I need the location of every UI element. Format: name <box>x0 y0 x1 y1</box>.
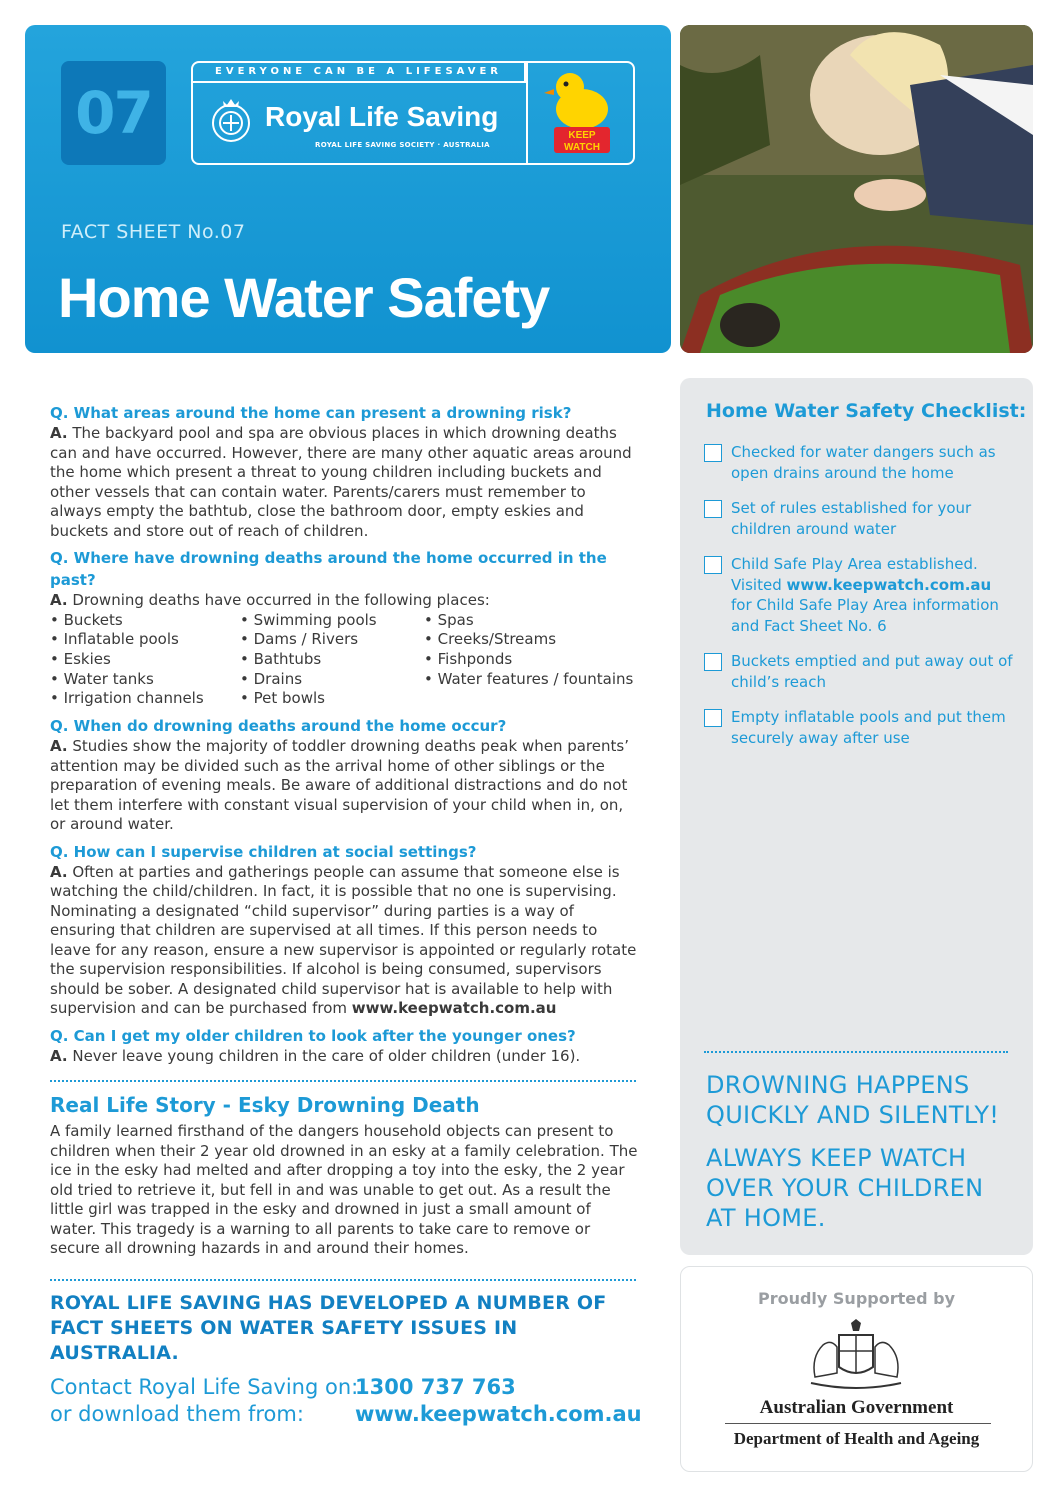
supporter-box <box>680 1266 1033 1472</box>
list-item: • Eskies <box>50 649 111 668</box>
answer-text: Studies show the majority of toddler drowning deaths peak when parents’ attention may be divided such as the arrival home of other siblings or the preparation of evening meals. Be aware of additional distractions and do not let them interfere with constant visual supervision of your child when in, on, or around water. <box>50 737 629 834</box>
answer-text: The backyard pool and spa are obvious places in which drowning deaths can and have occurred. However, there are many other aquatic areas around the home which present a threat to young children including buckets and other vessels that can contain water. Parents/carers must remember to always empty the bathtub, close the bathroom door, empty eskies and buckets and store out of reach of children. <box>50 424 632 540</box>
checklist-item-text: Buckets emptied and put away out of child’s reach <box>731 652 1013 691</box>
checklist-item <box>704 707 1014 748</box>
checklist-item-text: Checked for water dangers such as open drains around the home <box>731 443 996 482</box>
list-item: • Fishponds <box>424 649 513 668</box>
question: Q. When do drowning deaths around the home occur? <box>50 717 507 736</box>
main-content <box>50 398 640 1428</box>
list-item: • Creeks/Streams <box>424 630 557 649</box>
answer-text: Drowning deaths have occurred in the following places: <box>67 591 490 609</box>
list-item: • Swimming pools <box>240 610 377 629</box>
list-item: • Dams / Rivers <box>240 630 359 649</box>
answer-lead: A. <box>50 424 68 442</box>
question: Q. What areas around the home can present a drowning risk? <box>50 404 572 422</box>
header-banner <box>25 25 671 353</box>
checklist-item-text: Empty inflatable pools and put them securely away after use <box>731 708 1006 747</box>
list-item: • Buckets <box>50 610 123 629</box>
download-label: or download them from: <box>50 1401 304 1426</box>
qa-block <box>50 715 640 835</box>
qa-block <box>50 841 640 1019</box>
checkbox[interactable] <box>704 653 722 671</box>
list-item: • Inflatable pools <box>50 630 179 649</box>
divider <box>50 1279 636 1281</box>
org-subtitle: ROYAL LIFE SAVING SOCIETY · AUSTRALIA <box>315 141 490 149</box>
coat-of-arms-icon <box>801 1317 911 1393</box>
checklist-item <box>704 651 1014 692</box>
keepwatch-link[interactable]: www.keepwatch.com.au <box>786 575 992 594</box>
checklist-item-text: Set of rules established for your children around water <box>731 499 972 538</box>
answer-text: Often at parties and gatherings people can assume that someone else is watching the child/children. In fact, it is possible that no one is supervising. Nominating a designated “child supervisor” during parties is a way of ensuring that children are supervised at all times. If this person needs to leave for any reason, ensure a new supervisor is appointed or regularly rotate the supervision responsibilities. If alcohol is being consumed, supervisors should be sober. A designated child supervisor hat is available to help with supervision and can be purchased from <box>50 862 637 1018</box>
answer-lead: A. <box>50 591 68 609</box>
checklist-text-part: Child Safe Play Area established. Visited <box>731 555 978 594</box>
fact-sheet-label: FACT SHEET No.07 <box>61 221 246 243</box>
warning-line: DROWNING HAPPENS <box>706 1071 970 1099</box>
checklist-item <box>704 442 1014 483</box>
checklist <box>704 442 1014 763</box>
cta-line: FACT SHEETS ON WATER SAFETY ISSUES IN AUSTRALIA. <box>50 1316 518 1364</box>
keep-watch-duck-logo <box>536 65 628 161</box>
svg-text:KEEP: KEEP <box>568 130 596 141</box>
answer <box>50 591 640 611</box>
list-item: • Water tanks <box>50 669 154 688</box>
qa-block <box>50 547 640 709</box>
list-item: • Spas <box>424 610 474 629</box>
divider <box>50 1080 636 1082</box>
story-text: A family learned firsthand of the dangers household objects can present to children when their 2 year old drowned in an esky at a family celebration. The ice in the esky had melted and after dropping a toy into the esky, the 2 year old tried to retrieve it, but fell in and was unable to get out. As a result the little girl was trapped in the esky and drowned in just a small amount of water. This tragedy is a warning to all parents to take care to remove or secure all drowning hazards in and around their homes. <box>50 1122 638 1258</box>
tagline: EVERYONE CAN BE A LIFESAVER <box>193 63 526 83</box>
checklist-title: Home Water Safety Checklist: <box>706 400 1027 422</box>
child-at-water-pot-photo <box>680 25 1033 353</box>
crest-icon <box>209 95 253 145</box>
divider <box>725 1423 991 1424</box>
places-list <box>50 611 640 710</box>
list-item: • Irrigation channels <box>50 689 204 708</box>
question: Q. How can I supervise children at social settings? <box>50 842 477 861</box>
checklist-item <box>704 554 1014 636</box>
answer <box>50 863 640 1019</box>
answer-lead: A. <box>50 862 68 881</box>
warning-line: ALWAYS KEEP WATCH <box>706 1144 967 1172</box>
checkbox[interactable] <box>704 444 722 462</box>
cta-line: ROYAL LIFE SAVING HAS DEVELOPED A NUMBER OF <box>50 1291 607 1314</box>
contact-info <box>50 1374 640 1428</box>
org-name: Royal Life Saving <box>265 101 499 132</box>
story-title: Real Life Story - Esky Drowning Death <box>50 1093 480 1118</box>
divider <box>704 1051 1008 1053</box>
checklist-text-part: for Child Safe Play Area information and Fact Sheet No. 6 <box>731 596 999 635</box>
sheet-number: 07 <box>61 61 166 165</box>
list-item: • Water features / fountains <box>424 669 634 688</box>
department-name: Department of Health and Ageing <box>733 1429 980 1448</box>
list-item: • Bathtubs <box>240 649 322 668</box>
qa-block <box>50 1025 640 1067</box>
website-link[interactable]: www.keepwatch.com.au <box>355 1401 642 1426</box>
logo-divider <box>526 63 528 163</box>
answer-lead: A. <box>50 1046 68 1065</box>
answer-text: Never leave young children in the care of older children (under 16). <box>67 1046 581 1065</box>
list-item <box>424 689 634 709</box>
qa-block <box>50 402 640 541</box>
warning-line: AT HOME. <box>706 1204 826 1232</box>
checkbox[interactable] <box>704 709 722 727</box>
answer <box>50 737 640 835</box>
checkbox[interactable] <box>704 556 722 574</box>
keep-watch-message <box>706 1143 983 1233</box>
answer <box>50 1047 640 1067</box>
keepwatch-link[interactable]: www.keepwatch.com.au <box>351 999 557 1018</box>
warning-line: QUICKLY AND SILENTLY! <box>706 1101 1000 1129</box>
checklist-item-text <box>731 554 1014 636</box>
warning-message <box>706 1070 999 1130</box>
list-item: • Drains <box>240 669 303 688</box>
question: Q. Where have drowning deaths around the home occurred in the past? <box>50 549 607 589</box>
answer-lead: A. <box>50 737 68 756</box>
warning-line: OVER YOUR CHILDREN <box>706 1174 984 1202</box>
list-item: • Pet bowls <box>240 689 325 708</box>
svg-text:WATCH: WATCH <box>564 142 600 153</box>
government-name: Australian Government <box>759 1397 954 1418</box>
royal-life-saving-logo <box>191 61 635 165</box>
question: Q. Can I get my older children to look after the younger ones? <box>50 1026 576 1045</box>
checklist-panel <box>680 378 1033 1255</box>
checkbox[interactable] <box>704 500 722 518</box>
answer <box>50 424 640 541</box>
page-title: Home Water Safety <box>58 266 550 329</box>
phone-number[interactable]: 1300 737 763 <box>355 1374 516 1399</box>
checklist-item <box>704 498 1014 539</box>
contact-label: Contact Royal Life Saving on: <box>50 1374 359 1399</box>
support-label: Proudly Supported by <box>757 1289 956 1308</box>
